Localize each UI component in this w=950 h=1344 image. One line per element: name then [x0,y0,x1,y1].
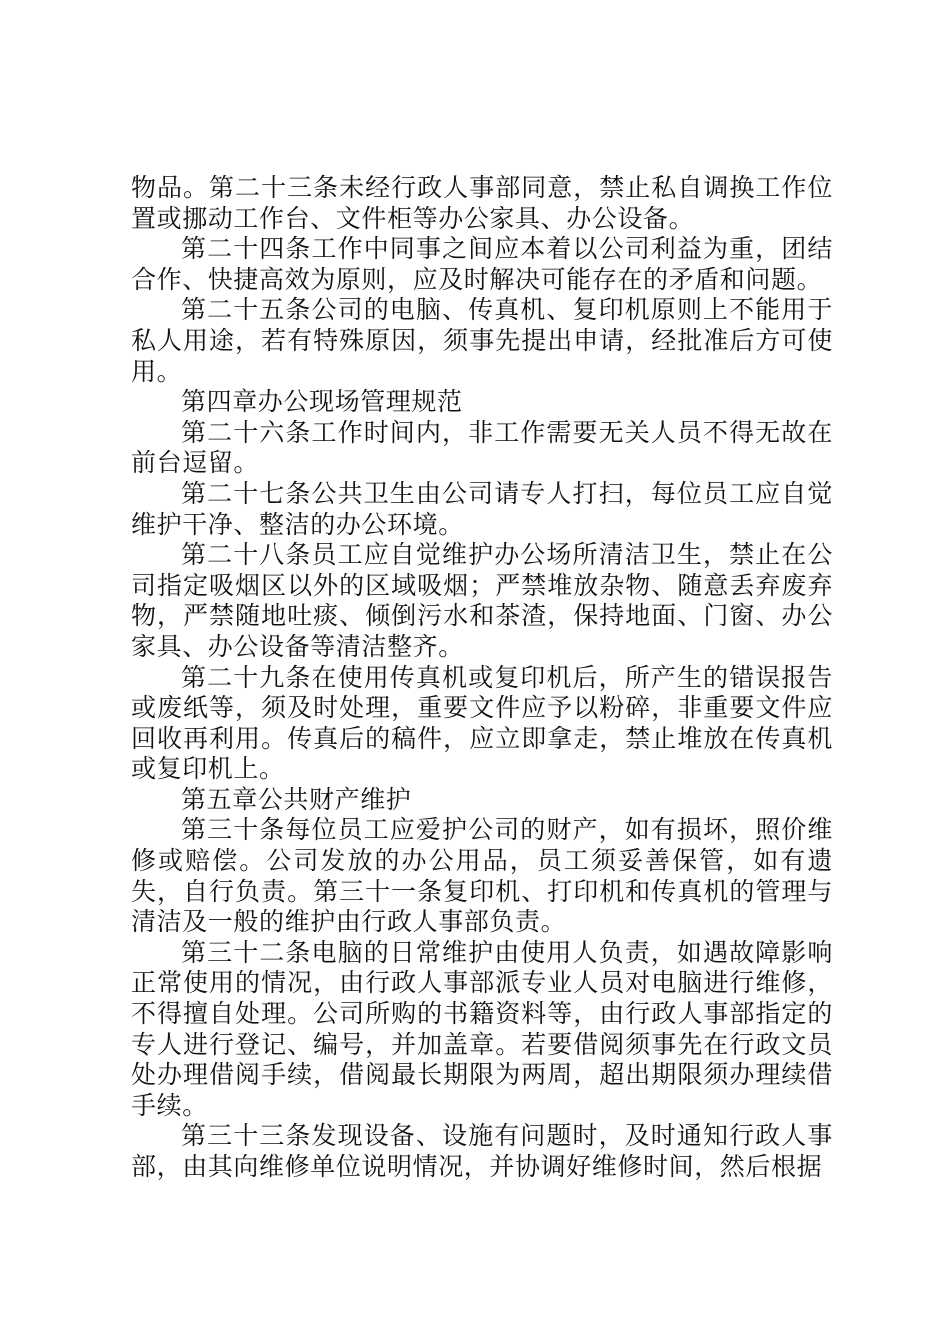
chapter-5-heading: 第五章公共财产维护 [181,784,412,814]
paragraph-article-28: 第二十八条员工应自觉维护办公场所清洁卫生，禁止在公司指定吸烟区以外的区域吸烟；严禁堆放杂物、随意丢弃废弃物，严禁随地吐痰、倾倒污水和茶渣，保持地面、门窗、办公家具、办公设备等清洁整齐。 [131,540,833,661]
paragraph-article-29: 第二十九条在使用传真机或复印机后，所产生的错误报告或废纸等，须及时处理，重要文件应予以粉碎，非重要文件应回收再利用。传真后的稿件，应立即拿走，禁止堆放在传真机或复印机上。 [131,662,833,784]
document-body [131,173,833,1183]
paragraph-article-27: 第二十七条公共卫生由公司请专人打扫，每位员工应自觉维护干净、整洁的办公环境。 [131,478,833,539]
paragraph-article-30: 第三十条每位员工应爱护公司的财产，如有损坏，照价维修或赔偿。公司发放的办公用品，员工须妥善保管，如有遗失，自行负责。第三十一条复印机、打印机和传真机的管理与清洁及一般的维护由行政人事部负责。 [131,815,833,937]
paragraph-article-32: 第三十二条电脑的日常维护由使用人负责，如遇故障影响正常使用的情况，由行政人事部派专业人员对电脑进行维修，不得擅自处理。公司所购的书籍资料等，由行政人事部指定的专人进行登记、编号，并加盖章。若要借阅须事先在行政文员处办理借阅手续，借阅最长期限为两周，超出期限须办理续借手续。 [131,937,833,1120]
paragraph-article-26: 第二十六条工作时间内，非工作需要无关人员不得无故在前台逗留。 [131,417,833,478]
paragraph-article-33: 第三十三条发现设备、设施有问题时，及时通知行政人事部，由其向维修单位说明情况，并协调好维修时间，然后根据 [131,1121,833,1181]
paragraph-article-24: 第二十四条工作中同事之间应本着以公司利益为重，团结合作、快捷高效为原则，应及时解决可能存在的矛盾和问题。 [131,234,833,294]
chapter-4-heading: 第四章办公现场管理规范 [181,387,463,417]
paragraph-article-25: 第二十五条公司的电脑、传真机、复印机原则上不能用于私人用途，若有特殊原因，须事先提出申请，经批准后方可使用。 [131,295,833,386]
paragraph-article-23: 物品。第二十三条未经行政人事部同意，禁止私自调换工作位置或挪动工作台、文件柜等办公家具、办公设备。 [131,173,833,233]
